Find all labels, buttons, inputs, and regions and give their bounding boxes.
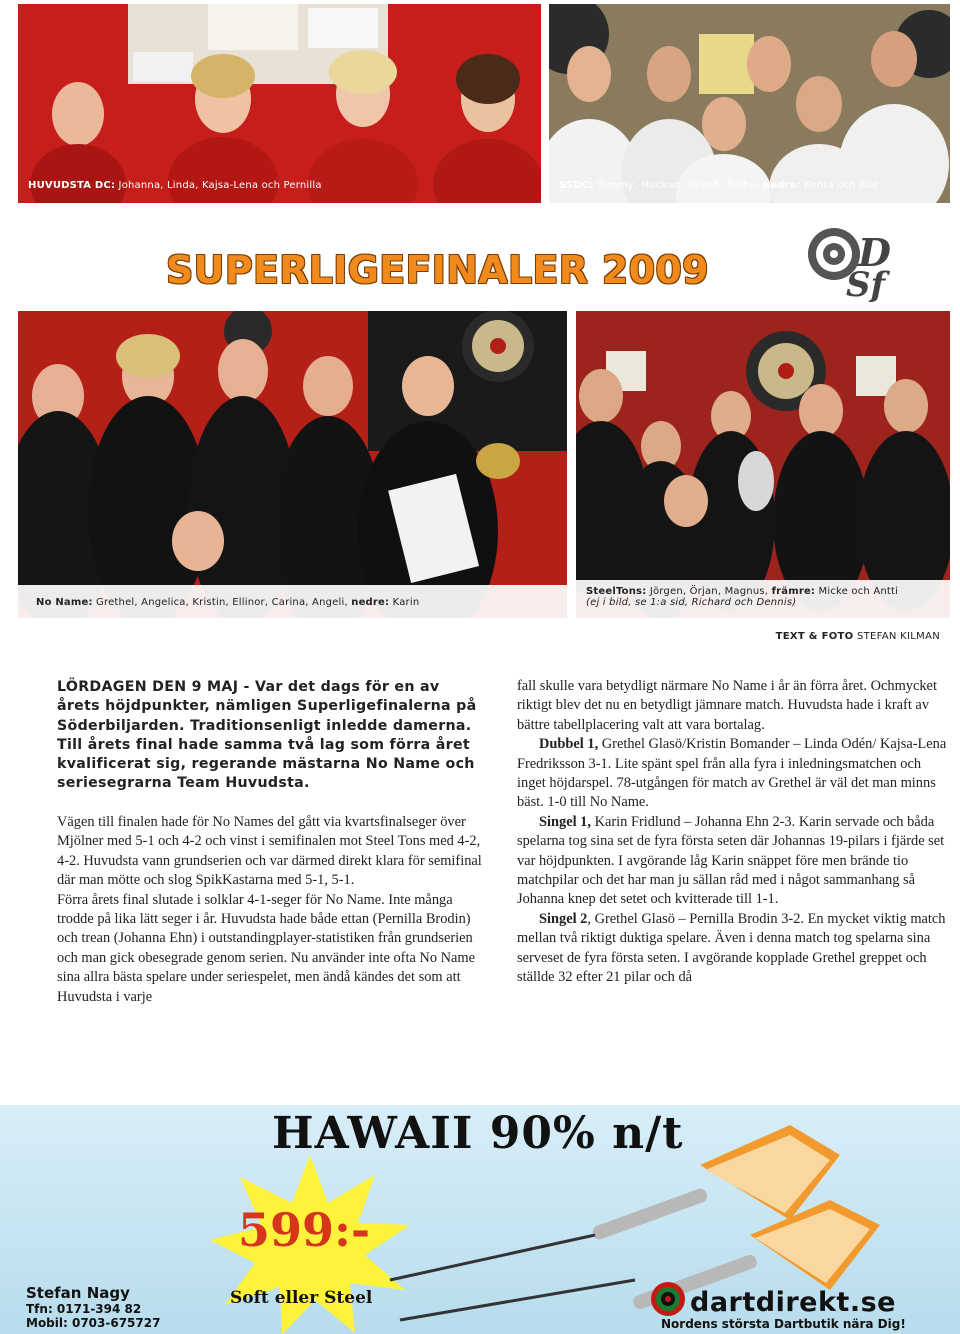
caption-front-label: nedre: — [762, 180, 801, 191]
paragraph-text: , Grethel Glasö – Pernilla Brodin 3-2. En mycket viktig match mellan två riktigt duktiga spelare. Även i denna match tog spelarna sina serveset de fyra första seten. I avgörande kopplade Grethel greppet och ställde 32 efter 21 pilar och då — [517, 910, 946, 986]
caption-note: (ej i bild, se 1:a sid, Richard och Dennis) — [586, 597, 797, 608]
caption-team: SteelTons: — [586, 586, 647, 597]
caption-names: Jörgen, Örjan, Magnus, — [649, 586, 769, 597]
paragraph — [517, 813, 947, 910]
match-label: Dubbel 1, — [539, 736, 599, 753]
photo-huvudsta-dc — [18, 4, 541, 203]
contact-phone: Tfn: 0171-394 82 — [26, 1302, 142, 1316]
ad-contact — [26, 1285, 160, 1330]
photo-caption — [18, 175, 541, 197]
ad-title: HAWAII 90% n/t — [272, 1108, 684, 1159]
article-body-left — [57, 813, 487, 1007]
paragraph: fall skulle vara betydligt närmare No Name i år än förra året. Ochmycket riktigt blev det nu en betydligt jämnare match. Huvudsta hade i kraft av bättre tabellplacering valt att vara bortalag. — [517, 678, 937, 733]
paragraph-text: Grethel Glasö/Kristin Bomander – Linda Odén/ Kajsa-Lena Fredriksson 3-1. Lite spänt spel från alla fyra i inledningsmatchen och inget höjdarspel. 78-utgången för match av Grethel är väl det man minns bäst. 1-0 till No Name. — [517, 736, 947, 811]
ad-soft-steel: Soft eller Steel — [230, 1288, 373, 1308]
caption-front-names: Kenta och Alle — [804, 180, 879, 191]
photo-no-name — [18, 311, 567, 618]
paragraph — [517, 910, 947, 988]
paragraph-text: Karin Fridlund – Johanna Ehn 2-3. Karin servade och båda spelarna tog sina set de fyra första seten där Johannas 19-pilars i fjärde set var höjdpunkten. I avgörande låg Karin snäppet före men brände tio matchpilar och det har man ju sällan råd med i något sammanhang så Johanna knep det setet och kvitterade till 1-1. — [517, 813, 945, 908]
caption-team: HUVUDSTA DC: — [28, 180, 116, 191]
photo-ssdc — [549, 4, 950, 203]
paragraph: Vägen till finalen hade för No Names del gått via kvartsfinalseger över Mjölner med 5-1 och 4-2 och vinst i semifinalen mot Steel Tons med 4-2, 4-2. Huvudsta vann grundserien och var därmed direkt klara för semifinal där man mötte och slog SpikKastarna med 5-1, 5-1. — [57, 814, 482, 889]
caption-front-names: Micke och Antti — [818, 586, 899, 597]
caption-front-label: nedre: — [351, 597, 390, 608]
byline — [776, 631, 940, 642]
page-title: SUPERLIGEFINALER 2009 — [166, 248, 709, 292]
contact-mobile: Mobil: 0703-675727 — [26, 1316, 161, 1330]
photo-steeltons — [576, 311, 950, 618]
article-body-right — [517, 677, 947, 988]
byline-name: STEFAN KILMAN — [856, 631, 940, 642]
photo-caption — [576, 580, 950, 618]
caption-names: Tommy, Mackan, Seved, Tobbe, — [596, 180, 760, 191]
ad-slogan: Nordens största Dartbutik nära Dig! — [661, 1317, 906, 1331]
photo-caption — [18, 585, 567, 618]
caption-team: No Name: — [36, 597, 93, 608]
paragraph — [517, 735, 947, 813]
photo-caption — [549, 175, 950, 197]
ad-price: 599:- — [238, 1203, 371, 1257]
svg-text:Sf: Sf — [846, 265, 886, 302]
advertisement[interactable] — [0, 1105, 960, 1334]
paragraph: Förra årets final slutade i solklar 4-1-seger för No Name. Inte många trodde på lika lätt seger i år. Huvudsta hade både ettan (Pernilla Brodin) och trean (Johanna Ehn) i outstandingplayer-statistiken från grundserien och man gick obesegrade genom serien. Nu använder inte ofta No Name sina allra bästa spelare under seriespelet, men ändå kändes det som att Huvudsta i varje — [57, 891, 475, 1005]
match-label: Singel 2 — [539, 910, 588, 927]
dartboard-icon — [650, 1281, 686, 1317]
svg-text:D: D — [858, 230, 891, 275]
caption-front-label: främre: — [771, 586, 816, 597]
caption-names: Johanna, Linda, Kajsa-Lena och Pernilla — [118, 180, 322, 191]
article-intro: LÖRDAGEN DEN 9 MAJ - Var det dags för en av årets höjdpunkter, nämligen Superligefinalerna på Söderbiljarden. Traditionsenligt inledde damerna. Till årets final hade samma två lag som förra året kvalificerat sig, regerande mästarna No Name och seriesegrarna Team Huvudsta. — [57, 679, 477, 792]
contact-name: Stefan Nagy — [26, 1284, 130, 1302]
sdf-logo — [806, 222, 898, 302]
caption-names: Grethel, Angelica, Kristin, Ellinor, Carina, Angeli, — [96, 597, 348, 608]
caption-front-names: Karin — [392, 597, 420, 608]
caption-team: SSDC: — [559, 180, 594, 191]
dartdirekt-logo[interactable]: dartdirekt.se — [690, 1287, 896, 1318]
match-label: Singel 1, — [539, 813, 591, 830]
byline-label: TEXT & FOTO — [775, 631, 854, 642]
